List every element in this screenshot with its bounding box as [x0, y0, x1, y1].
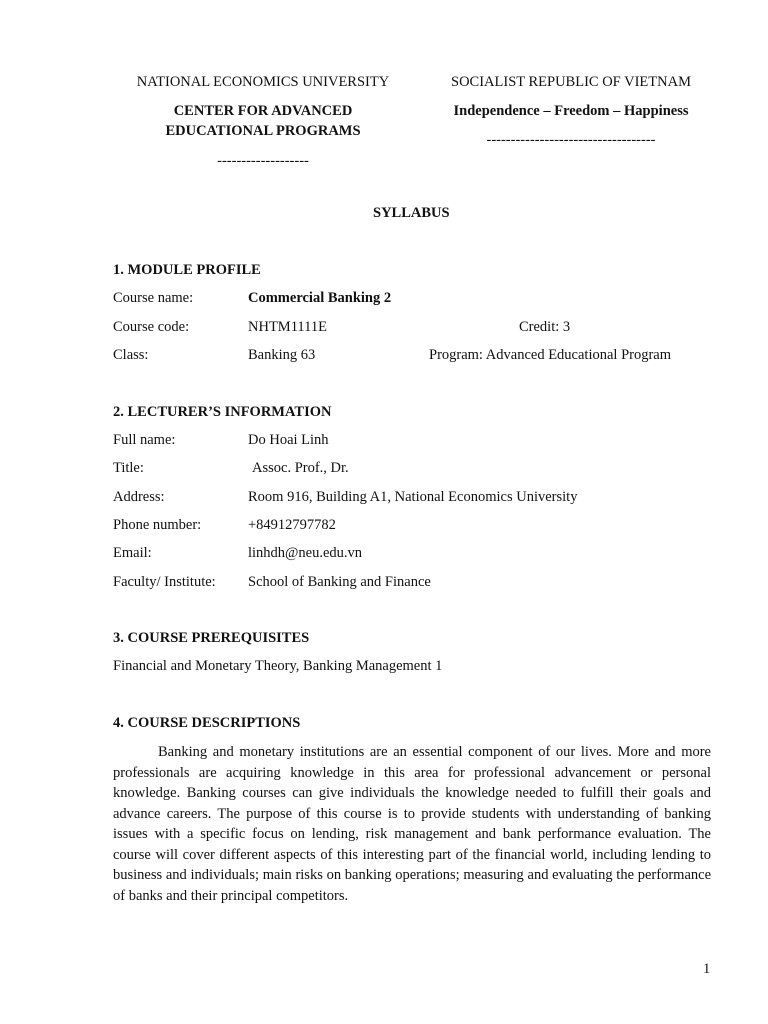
credit-value: Credit: 3	[519, 319, 571, 335]
title-value: Assoc. Prof., Dr.	[252, 460, 349, 476]
class-value: Banking 63	[248, 347, 316, 363]
title-label: Title:	[113, 460, 144, 476]
header-right-block	[431, 72, 711, 150]
lecturer-field-row	[113, 432, 713, 452]
full-name-label: Full name:	[113, 432, 176, 448]
full-name-value: Do Hoai Linh	[248, 432, 329, 448]
center-name-line1: CENTER FOR ADVANCED	[173, 103, 353, 119]
document-title: SYLLABUS	[373, 205, 450, 221]
course-name-row	[113, 290, 713, 310]
prerequisites-heading: 3. COURSE PREREQUISITES	[113, 630, 310, 646]
class-label: Class:	[113, 347, 149, 363]
course-code-value: NHTM1111E	[248, 319, 327, 335]
header-left-block	[113, 72, 413, 171]
phone-value: +84912797782	[248, 517, 336, 533]
header-left-separator: -------------------	[217, 153, 309, 169]
descriptions-heading: 4. COURSE DESCRIPTIONS	[113, 715, 301, 731]
address-value: Room 916, Building A1, National Economics University	[248, 489, 578, 505]
course-name-label: Course name:	[113, 290, 194, 306]
faculty-label: Faculty/ Institute:	[113, 574, 216, 590]
national-motto: Independence – Freedom – Happiness	[453, 103, 689, 119]
program-value: Program: Advanced Educational Program	[429, 347, 672, 363]
module-profile-heading: 1. MODULE PROFILE	[113, 262, 261, 278]
email-label: Email:	[113, 545, 152, 561]
lecturer-heading: 2. LECTURER’S INFORMATION	[113, 404, 332, 420]
prerequisites-text: Financial and Monetary Theory, Banking Management 1	[113, 658, 443, 674]
lecturer-field-row	[113, 545, 713, 565]
email-value: linhdh@neu.edu.vn	[248, 545, 363, 561]
address-label: Address:	[113, 489, 165, 505]
page-number: 1	[703, 961, 711, 977]
lecturer-field-row	[113, 460, 713, 480]
header-right-separator: -----------------------------------	[486, 132, 656, 148]
course-code-row	[113, 319, 713, 339]
descriptions-paragraph	[113, 742, 711, 906]
class-row	[113, 347, 713, 367]
lecturer-field-row	[113, 517, 713, 537]
phone-label: Phone number:	[113, 517, 202, 533]
course-code-label: Course code:	[113, 319, 190, 335]
center-name-line2: EDUCATIONAL PROGRAMS	[165, 123, 361, 139]
descriptions-text: Banking and monetary institutions are an essential component of our lives. More and more professionals are acquiring knowledge in this area for professional advancement or personal knowledge. Banking courses can give individuals the knowledge needed to fulfill their goals and advance careers. The purpose of this course is to provide students with understanding of banking issues with a specific focus on lending, risk management and bank performance evaluation. The course will cover different aspects of this interesting part of the financial world, including lending to business and individuals; main risks on banking operations; measuring and evaluating the performance of banks and their principal competitors.	[113, 744, 711, 904]
university-name: NATIONAL ECONOMICS UNIVERSITY	[136, 74, 390, 90]
country-name: SOCIALIST REPUBLIC OF VIETNAM	[451, 74, 691, 90]
faculty-value: School of Banking and Finance	[248, 574, 431, 590]
lecturer-field-row	[113, 489, 713, 509]
lecturer-field-row	[113, 574, 713, 594]
course-name-value: Commercial Banking 2	[248, 290, 392, 306]
